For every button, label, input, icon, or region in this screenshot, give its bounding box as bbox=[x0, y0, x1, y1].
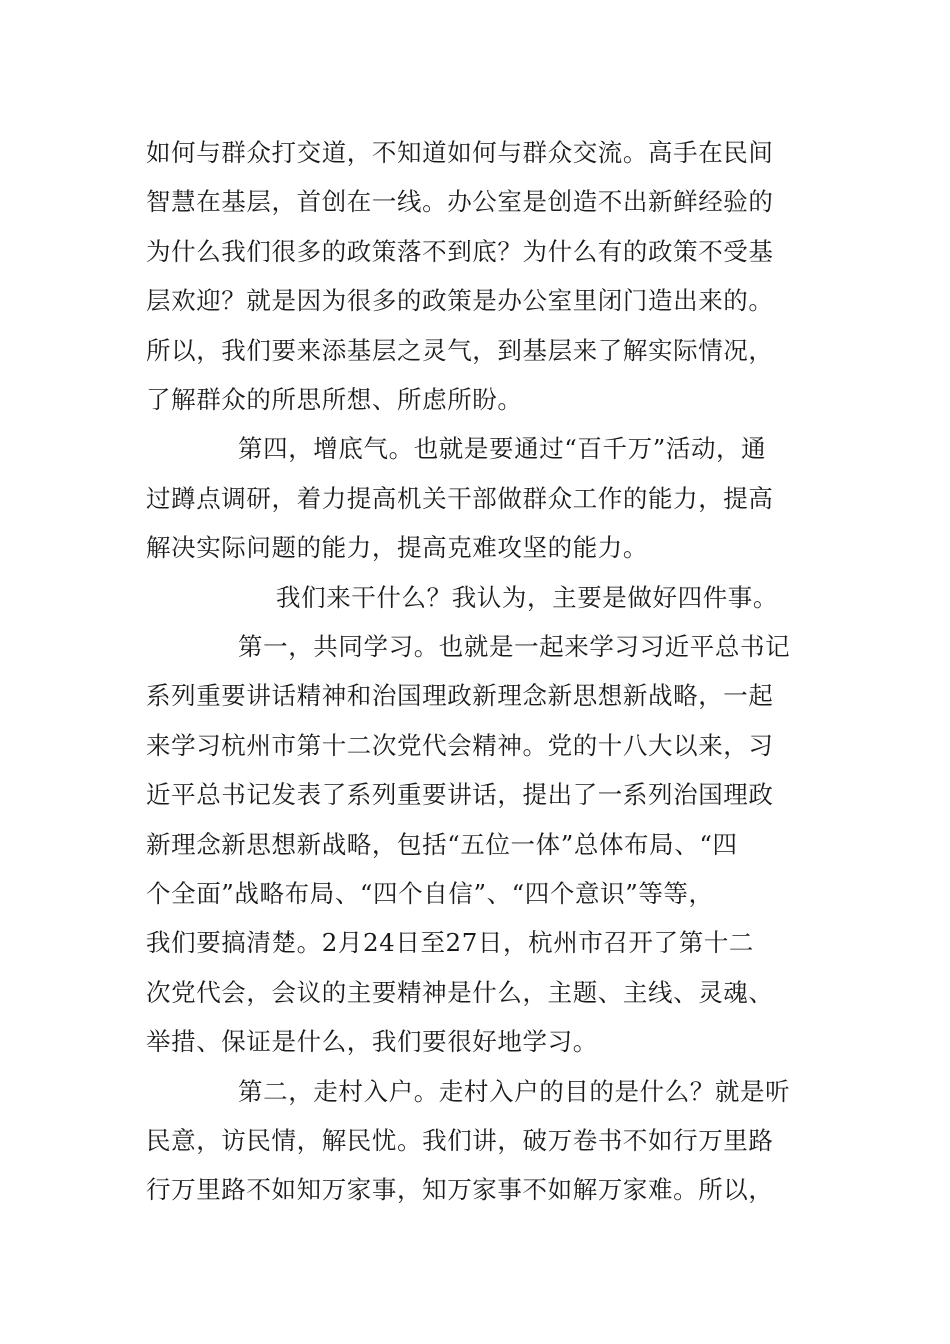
text-line: 所以，我们要来添基层之灵气，到基层来了解实际情况， bbox=[146, 336, 774, 365]
paragraph-start-line: 第二，走村入户。走村入户的目的是什么？就是听 bbox=[238, 1077, 791, 1106]
text-line: 次党代会，会议的主要精神是什么，主题、主线、灵魂、 bbox=[146, 978, 774, 1007]
text-line: 来学习杭州市第十二次党代会精神。党的十八大以来，习 bbox=[146, 731, 774, 760]
text-line: 个全面”战略布局、“四个自信”、“四个意识”等等， bbox=[146, 879, 714, 908]
text-line: 举措、保证是什么，我们要很好地学习。 bbox=[146, 1027, 598, 1056]
text-line: 如何与群众打交道，不知道如何与群众交流。高手在民间 bbox=[146, 138, 774, 167]
paragraph-start-line: 第四，增底气。也就是要通过“百千万”活动，通 bbox=[238, 434, 767, 463]
text-line: 层欢迎？就是因为很多的政策是办公室里闭门造出来的。 bbox=[146, 286, 774, 315]
text-line: 我们要搞清楚。2月24日至27日，杭州市召开了第十二 bbox=[146, 928, 755, 957]
text-line: 过蹲点调研，着力提高机关干部做群众工作的能力，提高 bbox=[146, 484, 774, 513]
text-line: 新理念新思想新战略，包括“五位一体”总体布局、“四 bbox=[146, 830, 738, 859]
text-line: 民意，访民情，解民忧。我们讲，破万卷书不如行万里路 bbox=[146, 1126, 774, 1155]
text-line: 智慧在基层，首创在一线。办公室是创造不出新鲜经验的 bbox=[146, 187, 774, 216]
text-line: 近平总书记发表了系列重要讲话，提出了一系列治国理政 bbox=[146, 780, 774, 809]
text-line: 系列重要讲话精神和治国理政新理念新思想新战略，一起 bbox=[146, 681, 774, 710]
text-line: 解决实际问题的能力，提高克难攻坚的能力。 bbox=[146, 533, 648, 562]
text-line: 了解群众的所思所想、所虑所盼。 bbox=[146, 385, 523, 414]
text-line: 行万里路不如知万家事，知万家事不如解万家难。所以， bbox=[146, 1175, 774, 1204]
paragraph-start-line: 我们来干什么？我认为，主要是做好四件事。 bbox=[276, 583, 778, 612]
paragraph-start-line: 第一，共同学习。也就是一起来学习习近平总书记 bbox=[238, 632, 791, 661]
text-line: 为什么我们很多的政策落不到底？为什么有的政策不受基 bbox=[146, 237, 774, 266]
